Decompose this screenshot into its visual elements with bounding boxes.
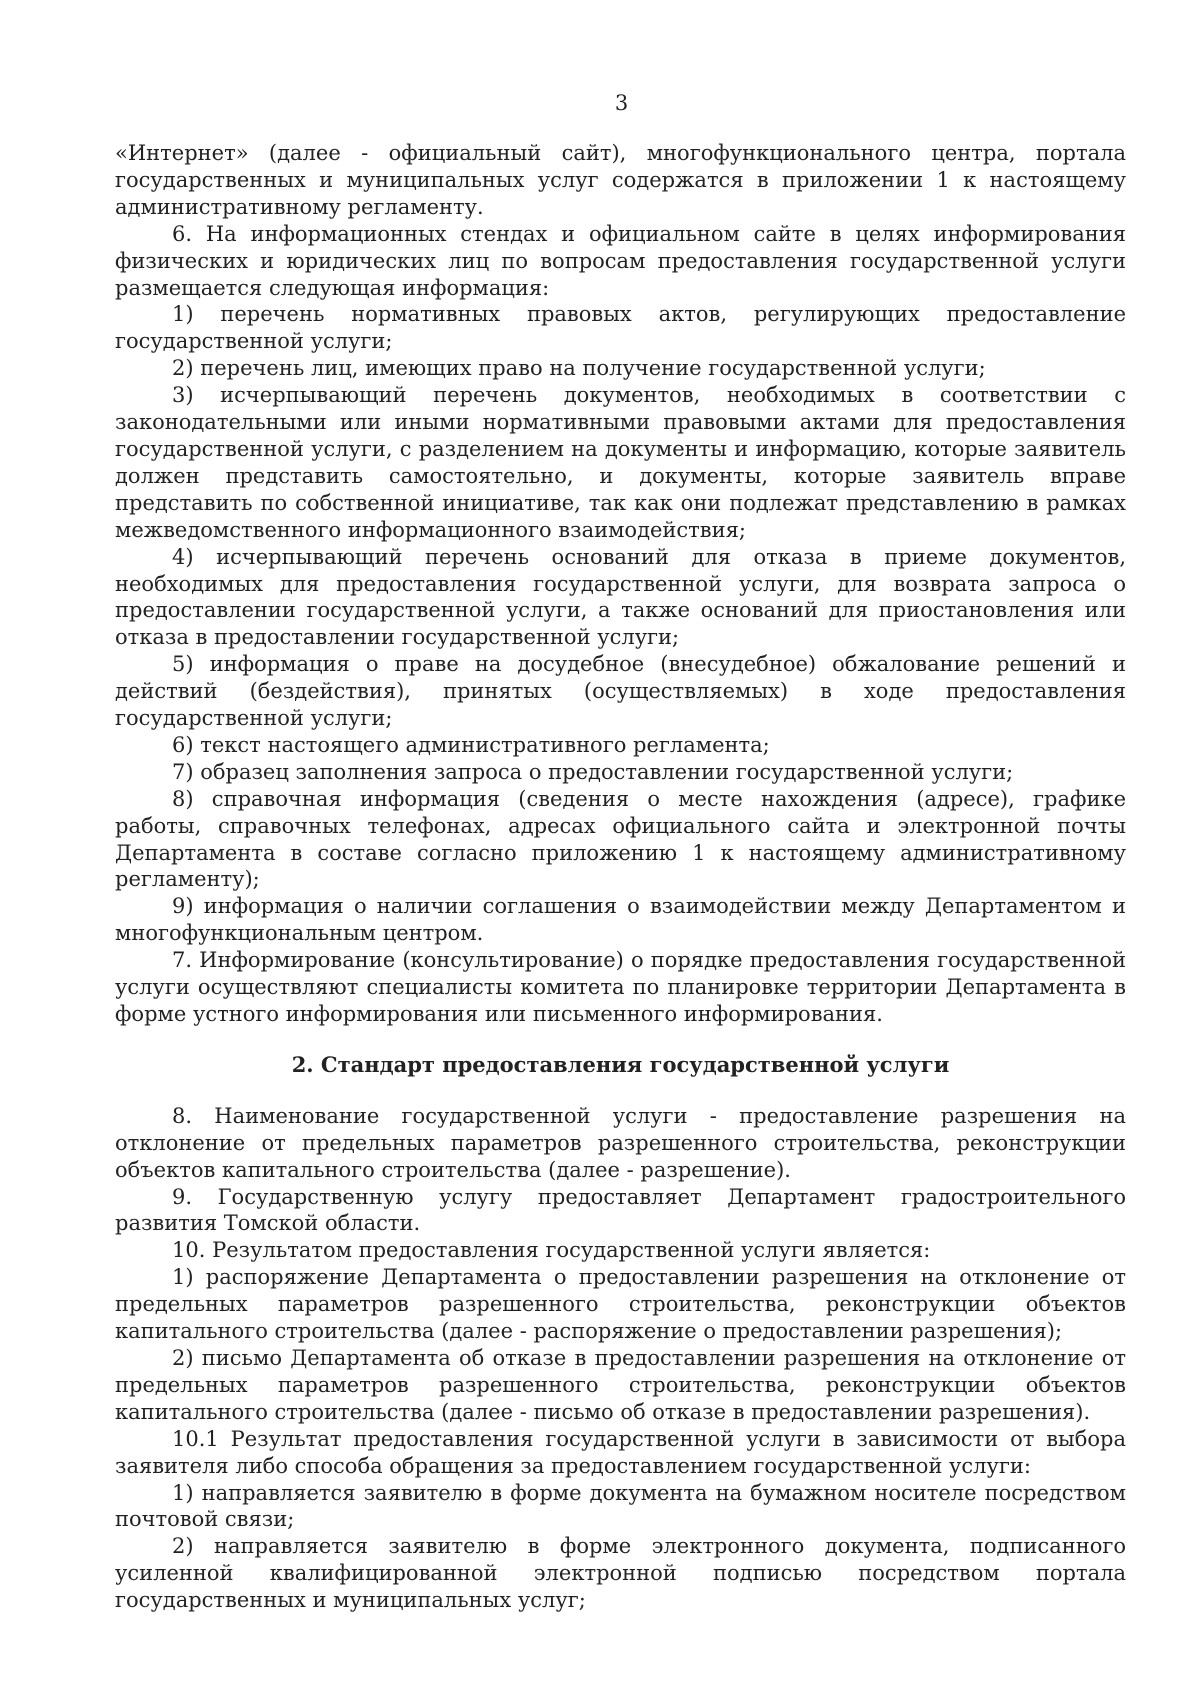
list-item: 6) текст настоящего административного регламента;: [172, 732, 770, 757]
paragraph: «Интернет» (далее - официальный сайт), многофункционального центра, портала государственных и муниципальных услуг содержатся в приложении 1 к настоящему административному регламенту.: [115, 141, 1126, 219]
paragraph: 10. Результатом предоставления государственной услуги является:: [172, 1238, 931, 1263]
list-item: 7) образец заполнения запроса о предоставлении государственной услуги;: [172, 759, 1014, 784]
paragraph: 6. На информационных стендах и официальном сайте в целях информирования физических и юридических лиц по вопросам предоставления государственной услуги размещается следующая информация:: [115, 221, 1126, 300]
list-item: 2) направляется заявителю в форме электронного документа, подписанного усиленной квалифицированной электронной подписью посредством портала государственных и муниципальных услуг;: [115, 1534, 1126, 1613]
paragraph: 7. Информирование (консультирование) о порядке предоставления государственной услуги осуществляют специалисты комитета по планировке территории Департамента в форме устного информирования или письменного информирования.: [115, 948, 1126, 1026]
list-item: 1) направляется заявителю в форме документа на бумажном носителе посредством почтовой связи;: [115, 1480, 1126, 1532]
list-item: 4) исчерпывающий перечень оснований для отказа в приеме документов, необходимых для предоставления государственной услуги, для возврата запроса о предоставлении государственной услуги, а также оснований для приостановления или отказа в предоставлении государственной услуги;: [115, 544, 1126, 650]
list-item: 1) перечень нормативных правовых актов, регулирующих предоставление государственной услуги;: [115, 302, 1126, 354]
paragraph: 9. Государственную услугу предоставляет Департамент градостроительного развития Томской области.: [115, 1184, 1126, 1236]
document-body: [115, 140, 1126, 1614]
list-item: 1) распоряжение Департамента о предоставлении разрешения на отклонение от предельных параметров разрешенного строительства, реконструкции объектов капитального строительства (далее - распоряжение о предоставлении разрешения);: [115, 1265, 1126, 1344]
section-heading: 2. Стандарт предоставления государственной услуги: [291, 1051, 950, 1077]
paragraph: 10.1 Результат предоставления государственной услуги в зависимости от выбора заявителя либо способа обращения за предоставлением государственной услуги:: [115, 1426, 1126, 1478]
list-item: 2) письмо Департамента об отказе в предоставлении разрешения на отклонение от предельных параметров разрешенного строительства, реконструкции объектов капитального строительства (далее - письмо об отказе в предоставлении разрешения).: [115, 1345, 1126, 1424]
paragraph: 8. Наименование государственной услуги - предоставление разрешения на отклонение от предельных параметров разрешенного строительства, реконструкции объектов капитального строительства (далее - разрешение).: [115, 1103, 1126, 1182]
list-item: 8) справочная информация (сведения о месте нахождения (адресе), графике работы, справочных телефонах, адресах официального сайта и электронной почты Департамента в составе согласно приложению 1 к настоящему административному регламенту);: [115, 786, 1126, 892]
page-number: 3: [614, 91, 629, 115]
list-item: 2) перечень лиц, имеющих право на получение государственной услуги;: [172, 356, 986, 381]
list-item: 3) исчерпывающий перечень документов, необходимых в соответствии с законодательными или иными нормативными правовыми актами для предоставления государственной услуги, с разделением на документы и информацию, которые заявитель должен представить самостоятельно, и документы, которые заявитель вправе представить по собственной инициативе, так как они подлежат представлению в рамках межведомственного информационного взаимодействия;: [115, 383, 1126, 542]
list-item: 9) информация о наличии соглашения о взаимодействии между Департаментом и многофункциональным центром.: [115, 894, 1126, 946]
list-item: 5) информация о праве на досудебное (внесудебное) обжалование решений и действий (бездействия), принятых (осуществляемых) в ходе предоставления государственной услуги;: [115, 652, 1126, 731]
